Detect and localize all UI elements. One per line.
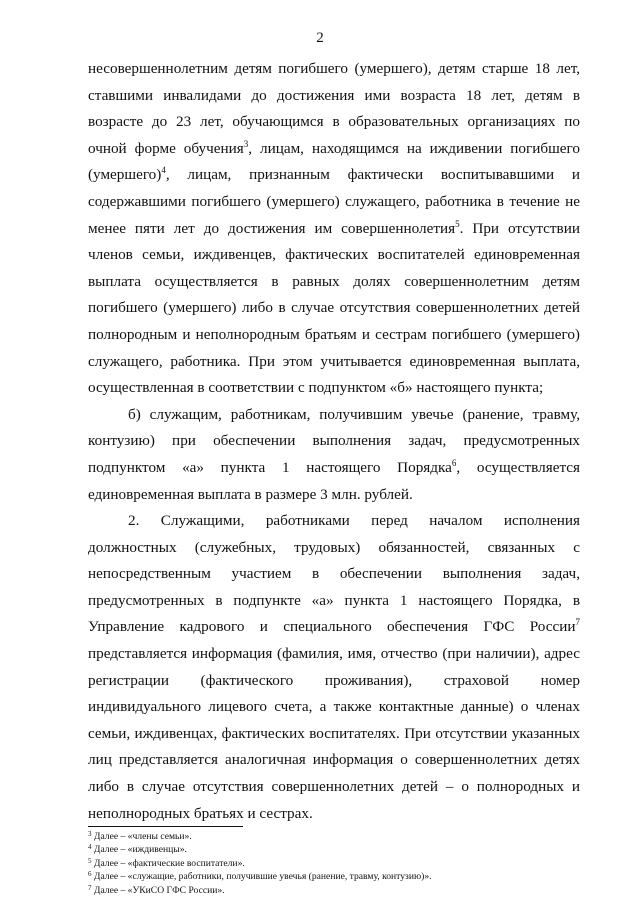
footnote-number: 3: [88, 830, 92, 838]
footnote-number: 4: [88, 843, 92, 852]
text-segment: , лицам, признанным фактически воспитывавшими и содержавшими погибшего (умершего) служащего, работника в течение не менее пяти лет до достижения им совершеннолетия: [88, 166, 580, 237]
text-segment: представляется информация (фамилия, имя, отчество (при наличии), адрес регистрации (фактического проживания), страховой номер индивидуального лицевого счета, а также контактные данные) о членах семьи, иждивенцах, фактических воспитателях. При отсутствии указанных лиц представляется аналогичная информация о совершеннолетних детях либо в случае отсутствия совершеннолетних детей – о полнородных и неполнородных братьях и сестрах.: [88, 645, 580, 822]
footnote-text: Далее – «иждивенцы».: [91, 844, 187, 856]
footnote: [88, 857, 580, 870]
paragraph-item-2: [88, 508, 580, 827]
footnote-number: 7: [88, 883, 92, 892]
footnote-ref: 6: [451, 457, 457, 468]
text-segment: 2. Служащими, работниками перед началом исполнения должностных (служебных, трудовых) обязанностей, связанных с непосредственным участием в обеспечении выполнения задач, предусмотренных в подпункте «а» пункта 1 настоящего Порядка, в Управление кадрового и специального обеспечения ГФС России: [88, 512, 580, 636]
footnote: [88, 884, 580, 897]
paragraph-subitem-b: [88, 402, 580, 508]
text-segment: , лицам, находящимся на иждивении погибшего (умершего): [88, 139, 580, 184]
footnote-ref: 3: [243, 138, 249, 149]
footnote-text: Далее – «фактические воспитатели».: [91, 857, 245, 869]
footnote-number: 6: [88, 870, 92, 879]
footnote-divider: [88, 826, 243, 827]
footnote: [88, 870, 580, 883]
footnote-text: Далее – «служащие, работники, получившие увечья (ранение, травму, контузию)».: [91, 871, 432, 883]
document-body: [88, 56, 580, 827]
footnote: [88, 830, 580, 843]
text-segment: . При отсутствии членов семьи, иждивенцев, фактических воспитателей единовременная выплата осуществляется в равных долях совершеннолетним детям погибшего (умершего) либо в случае отсутствия совершеннолетних детей полнородным и неполнородным братьям и сестрам погибшего (умершего) служащего, работника. При этом учитывается единовременная выплата, осуществленная в соответствии с подпунктом «б» настоящего пункта;: [88, 219, 580, 397]
text-segment: , осуществляется единовременная выплата в размере 3 млн. рублей.: [88, 458, 580, 503]
text-segment: б) служащим, работникам, получившим увечье (ранение, травму, контузию) при обеспечении выполнения задач, предусмотренных подпунктом «а» пункта 1 настоящего Порядка: [88, 405, 580, 476]
footnote-text: Далее – «члены семьи».: [91, 831, 192, 842]
paragraph-continuation: [88, 56, 580, 402]
text-segment: несовершеннолетним детям погибшего (умершего), детям старше 18 лет, ставшими инвалидами до достижения ими возраста 18 лет, детям в возрасте до 23 лет, обучающимся в образовательных организациях по очной форме обучения: [88, 60, 580, 157]
footnote-number: 5: [88, 856, 92, 865]
footnote-text: Далее – «УКиСО ГФС России».: [91, 884, 225, 896]
footnote-ref: 7: [575, 617, 580, 628]
page-number: 2: [316, 30, 324, 46]
footnote-ref: 5: [455, 218, 460, 229]
footnote: [88, 843, 580, 856]
footnotes: [88, 830, 580, 897]
footnote-ref: 4: [161, 165, 166, 176]
